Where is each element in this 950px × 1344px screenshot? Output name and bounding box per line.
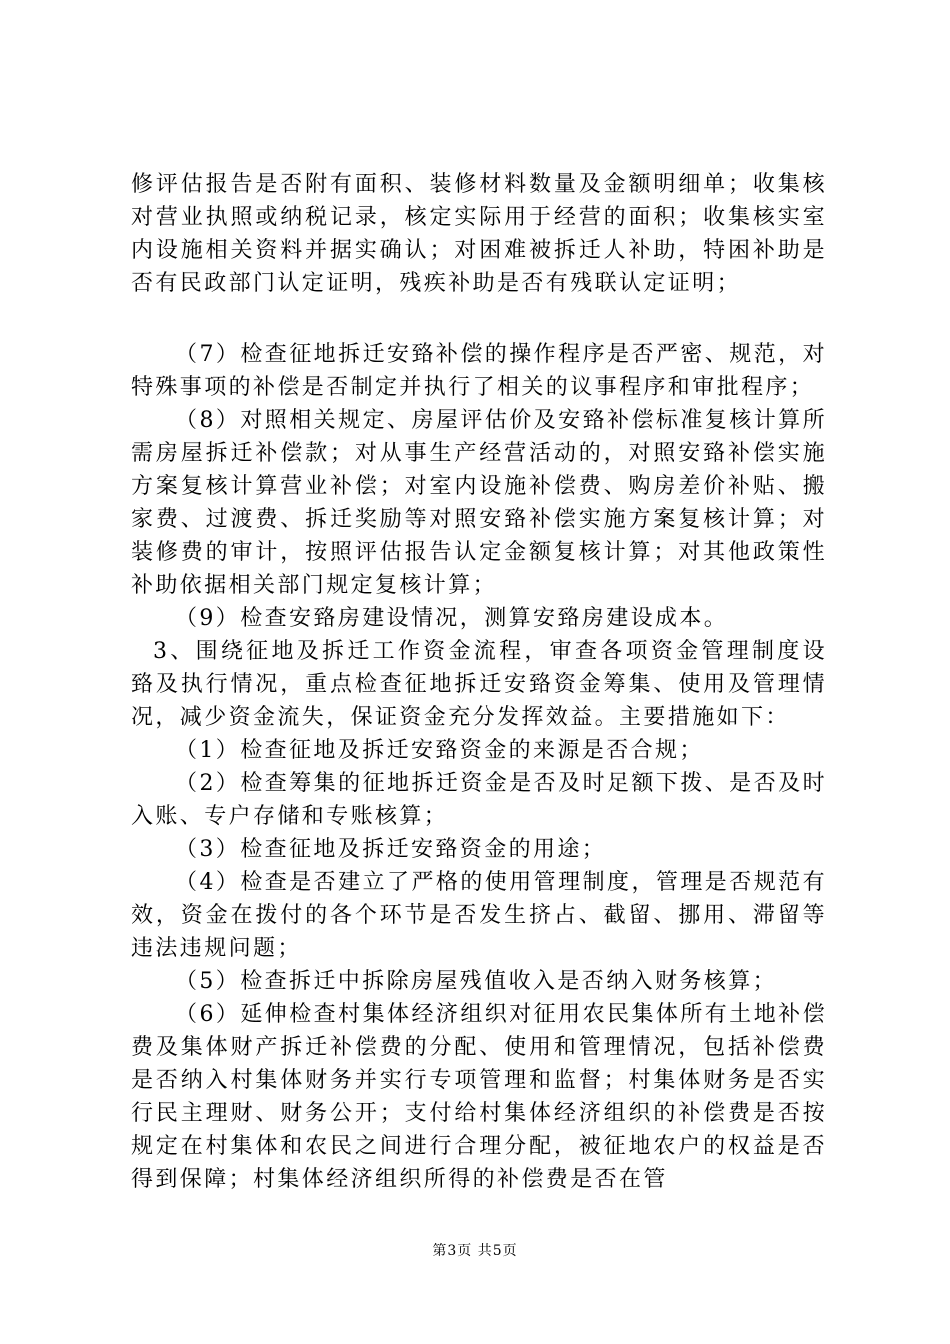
paragraph-section-3: 3、围绕征地及拆迁工作资金流程，审查各项资金管理制度设臵及执行情况，重点检查征地拆迁安臵资金筹集、使用及管理情况，减少资金流失，保证资金充分发挥效益。主要措施如下： <box>131 639 827 730</box>
paragraph-continuation: 修评估报告是否附有面积、装修材料数量及金额明细单；收集核对营业执照或纳税记录，核定实际用于经营的面积；收集核实室内设施相关资料并据实确认；对困难被拆迁人补助，特困补助是否有民政部门认定证明，残疾补助是否有残联认定证明； <box>131 172 827 296</box>
paragraph-item-3: （3）检查征地及拆迁安臵资金的用途； <box>175 837 607 862</box>
page-number-footer: 第3页 共5页 <box>432 1243 518 1259</box>
paragraph-item-1: （1）检查征地及拆迁安臵资金的来源是否合规； <box>175 738 704 763</box>
paragraph-item-7: （7）检查征地拆迁安臵补偿的操作程序是否严密、规范，对特殊事项的补偿是否制定并执行了相关的议事程序和审批程序； <box>131 342 827 400</box>
paragraph-gap <box>131 300 827 338</box>
paragraph-item-4: （4）检查是否建立了严格的使用管理制度，管理是否规范有效，资金在拨付的各个环节是否发生挤占、截留、挪用、滞留等违法违规问题； <box>131 870 827 961</box>
paragraph-item-2: （2）检查筹集的征地拆迁资金是否及时足额下拨、是否及时入账、专户存储和专账核算； <box>131 771 827 829</box>
paragraph-item-9: （9）检查安臵房建设情况，测算安臵房建设成本。 <box>175 606 729 631</box>
paragraph-item-5: （5）检查拆迁中拆除房屋残值收入是否纳入财务核算； <box>175 969 777 994</box>
document-body <box>131 168 827 1196</box>
paragraph-item-6: （6）延伸检查村集体经济组织对征用农民集体所有土地补偿费及集体财产拆迁补偿费的分配、使用和管理情况，包括补偿费是否纳入村集体财务并实行专项管理和监督；村集体财务是否实行民主理财、财务公开；支付给村集体经济组织的补偿费是否按规定在村集体和农民之间进行合理分配，被征地农户的权益是否得到保障；村集体经济组织所得的补偿费是否在管 <box>131 1002 827 1192</box>
paragraph-item-8: （8）对照相关规定、房屋评估价及安臵补偿标准复核计算所需房屋拆迁补偿款；对从事生产经营活动的，对照安臵补偿实施方案复核计算营业补偿；对室内设施补偿费、购房差价补贴、搬家费、过渡费、拆迁奖励等对照安臵补偿实施方案复核计算；对装修费的审计，按照评估报告认定金额复核计算；对其他政策性补助依据相关部门规定复核计算； <box>131 408 827 598</box>
